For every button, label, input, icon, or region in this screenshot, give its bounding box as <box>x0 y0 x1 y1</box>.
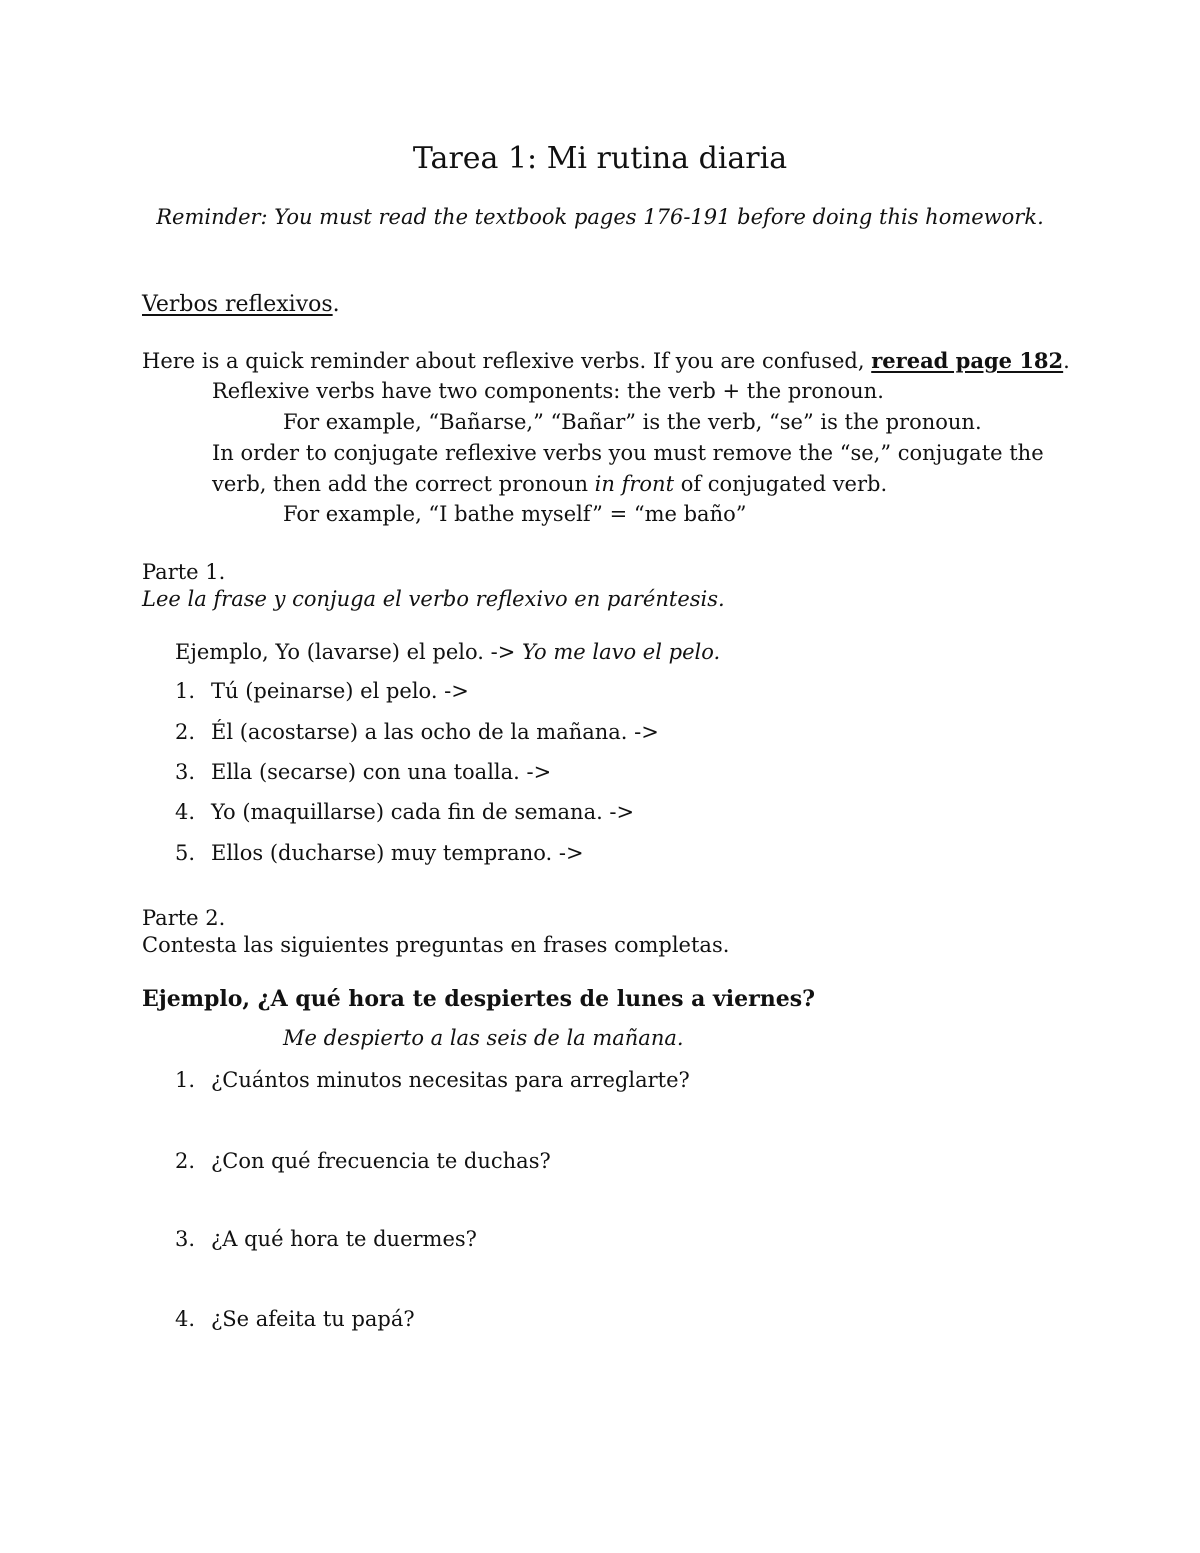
section-heading-text: Verbos reflexivos <box>142 292 333 317</box>
intro-line-2: Reflexive verbs have two components: the verb + the pronoun. <box>212 379 884 403</box>
parte2-example-answer: Me despierto a las seis de la mañana. <box>283 1026 684 1050</box>
item-number: 4. <box>175 800 196 824</box>
item-number: 3. <box>175 1227 196 1251</box>
page-title: Tarea 1: Mi rutina diaria <box>412 141 788 176</box>
intro-line-1 <box>142 346 1070 376</box>
list-item <box>175 717 659 747</box>
intro-line-1-text: Here is a quick reminder about reflexive verbs. If you are confused, <box>142 349 872 373</box>
parte2-example-question: Ejemplo, ¿A qué hora te despiertes de lunes a viernes? <box>142 986 816 1012</box>
item-number: 1. <box>175 679 196 703</box>
item-number: 2. <box>175 720 196 744</box>
intro-line-5-a: verb, then add the correct pronoun <box>212 472 595 496</box>
intro-line-5-b: of conjugated verb. <box>674 472 888 496</box>
list-item <box>175 1146 551 1176</box>
parte2-instruction: Contesta las siguientes preguntas en frases completas. <box>142 933 730 957</box>
intro-line-5-italic: in front <box>594 472 675 496</box>
intro-line-1-end: . <box>1063 349 1070 373</box>
item-text: Yo (maquillarse) cada fin de semana. -> <box>211 800 635 824</box>
list-item <box>175 1304 415 1334</box>
reread-page-link[interactable]: reread page 182 <box>871 348 1064 373</box>
item-text: ¿A qué hora te duermes? <box>211 1227 477 1251</box>
item-number: 2. <box>175 1149 196 1173</box>
item-number: 4. <box>175 1307 196 1331</box>
intro-line-3: For example, “Bañarse,” “Bañar” is the verb, “se” is the pronoun. <box>283 410 982 434</box>
parte2-label: Parte 2. <box>142 906 226 930</box>
reminder-note: Reminder: You must read the textbook pages 176-191 before doing this homework. <box>156 205 1044 229</box>
list-item <box>175 676 469 706</box>
list-item <box>175 838 584 868</box>
list-item <box>175 757 551 787</box>
list-item <box>175 1224 477 1254</box>
parte1-example <box>175 637 720 667</box>
item-number: 1. <box>175 1068 196 1092</box>
parte1-label: Parte 1. <box>142 560 226 584</box>
list-item <box>175 797 634 827</box>
item-text: ¿Cuántos minutos necesitas para arreglarte? <box>211 1068 690 1092</box>
section-heading-period: . <box>332 292 340 317</box>
item-number: 5. <box>175 841 196 865</box>
item-text: Él (acostarse) a las ocho de la mañana. -> <box>211 720 659 744</box>
intro-line-6: For example, “I bathe myself” = “me baño” <box>283 502 747 526</box>
list-item <box>175 1065 690 1095</box>
item-text: ¿Con qué frecuencia te duchas? <box>211 1149 551 1173</box>
intro-line-4: In order to conjugate reflexive verbs you must remove the “se,” conjugate the <box>212 441 1044 465</box>
item-text: Tú (peinarse) el pelo. -> <box>211 679 469 703</box>
item-text: ¿Se afeita tu papá? <box>211 1307 415 1331</box>
intro-line-5 <box>212 469 887 499</box>
parte1-example-answer: Yo me lavo el pelo. <box>522 640 721 664</box>
section-heading <box>142 290 340 320</box>
item-number: 3. <box>175 760 196 784</box>
parte1-example-prefix: Ejemplo, Yo (lavarse) el pelo. -> <box>175 640 523 664</box>
item-text: Ellos (ducharse) muy temprano. -> <box>211 841 584 865</box>
parte1-instruction: Lee la frase y conjuga el verbo reflexivo en paréntesis. <box>142 587 725 611</box>
item-text: Ella (secarse) con una toalla. -> <box>211 760 552 784</box>
